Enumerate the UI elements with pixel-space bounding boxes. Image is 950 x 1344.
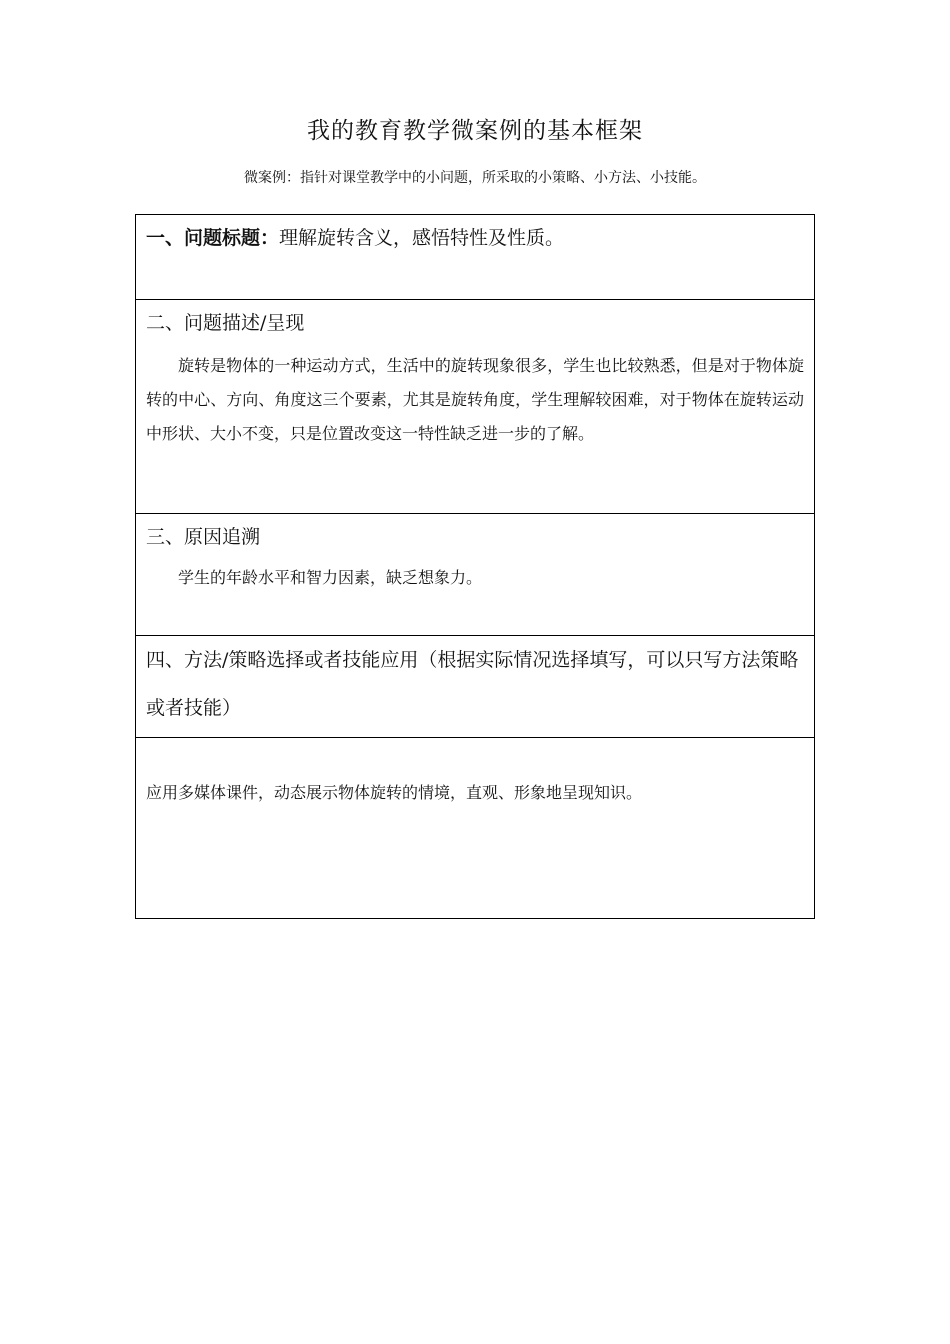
problem-title-text: 理解旋转含义，感悟特性及性质。: [279, 227, 565, 249]
section-method-content: [136, 738, 814, 918]
section-heading: [146, 215, 804, 252]
page-title: 我的教育教学微案例的基本框架: [307, 118, 643, 144]
page-subtitle: 微案例：指针对课堂教学中的小问题，所采取的小策略、小方法、小技能。: [244, 170, 706, 186]
section-heading: 二、问题描述/呈现: [146, 312, 305, 334]
section-body: 学生的年龄水平和智力因素，缺乏想象力。: [178, 568, 483, 587]
section-body: 应用多媒体课件，动态展示物体旋转的情境，直观、形象地呈现知识。: [146, 783, 643, 802]
section-heading-label: 一、问题标题：: [146, 227, 280, 249]
section-heading: 四、方法/策略选择或者技能应用（根据实际情况选择填写，可以只写方法策略或者技能）: [146, 649, 799, 719]
case-framework-table: [135, 214, 815, 919]
section-cause-analysis: [136, 514, 814, 636]
section-heading: 三、原因追溯: [146, 526, 261, 548]
section-body: 旋转是物体的一种运动方式，生活中的旋转现象很多，学生也比较熟悉，但是对于物体旋转的中心、方向、角度这三个要素，尤其是旋转角度，学生理解较困难，对于物体在旋转运动中形状、大小不变，只是位置改变这一特性缺乏进一步的了解。: [146, 356, 804, 443]
section-problem-description: [136, 300, 814, 514]
section-method-strategy: [136, 636, 814, 738]
section-problem-title: [136, 215, 814, 300]
